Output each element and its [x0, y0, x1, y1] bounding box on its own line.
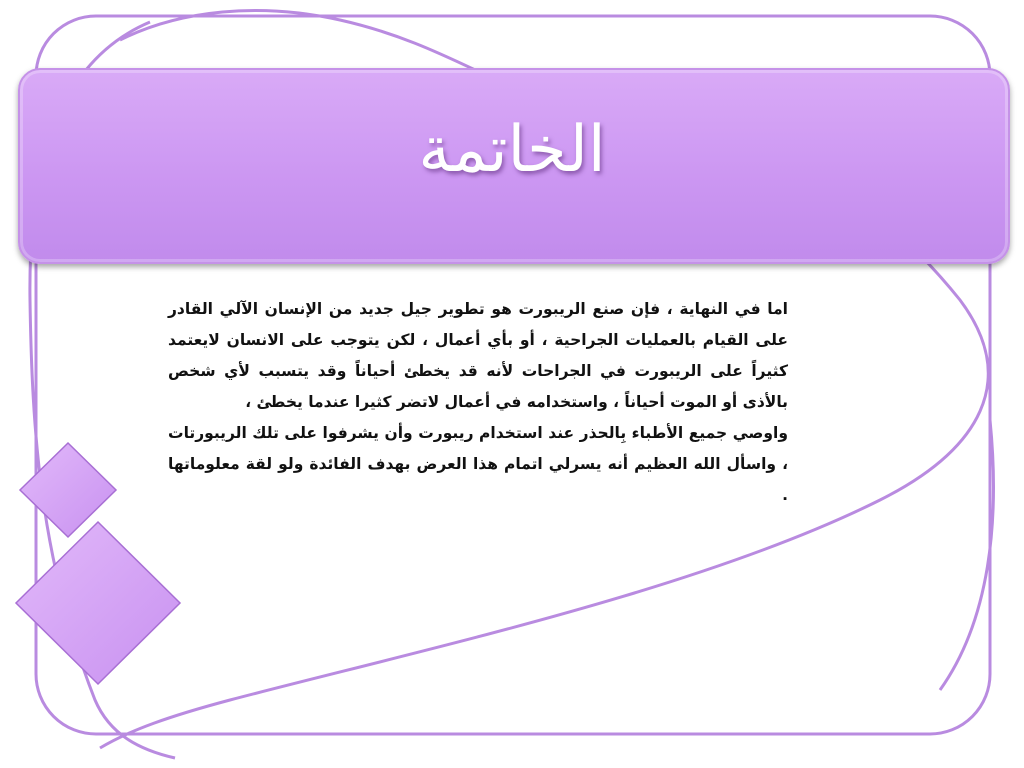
slide-body — [168, 294, 788, 511]
paragraph-1: اما في النهاية ، فإن صنع الريبورت هو تطوير جيل جديد من الإنسان الآلي القادر على القيام بالعمليات الجراحية ، أو بأي أعمال ، لكن يتوجب على الانسان لايعتمد كثيراً على الريبورت في الجراحات لأنه قد يخطئ أحياناً وقد يتسبب لأي شخص بالأذى أو الموت أحياناً ، واستخدامه في أعمال لاتضر كثيرا عندما يخطئ ، — [168, 300, 788, 411]
paragraph-2: واوصي جميع الأطباء بِالحذر عند استخدام ريبورت وأن يشرفوا على تلك الريبورتات ، واسأل الله العظيم أنه يسرلي اتمام هذا العرض بهدف الفائدة ولو لقة معلوماتها . — [168, 424, 788, 504]
diamond-small — [20, 443, 116, 537]
slide-title: الخاتمة — [418, 113, 606, 187]
diamond-large — [16, 522, 180, 684]
curve-right-bottom — [940, 420, 993, 690]
